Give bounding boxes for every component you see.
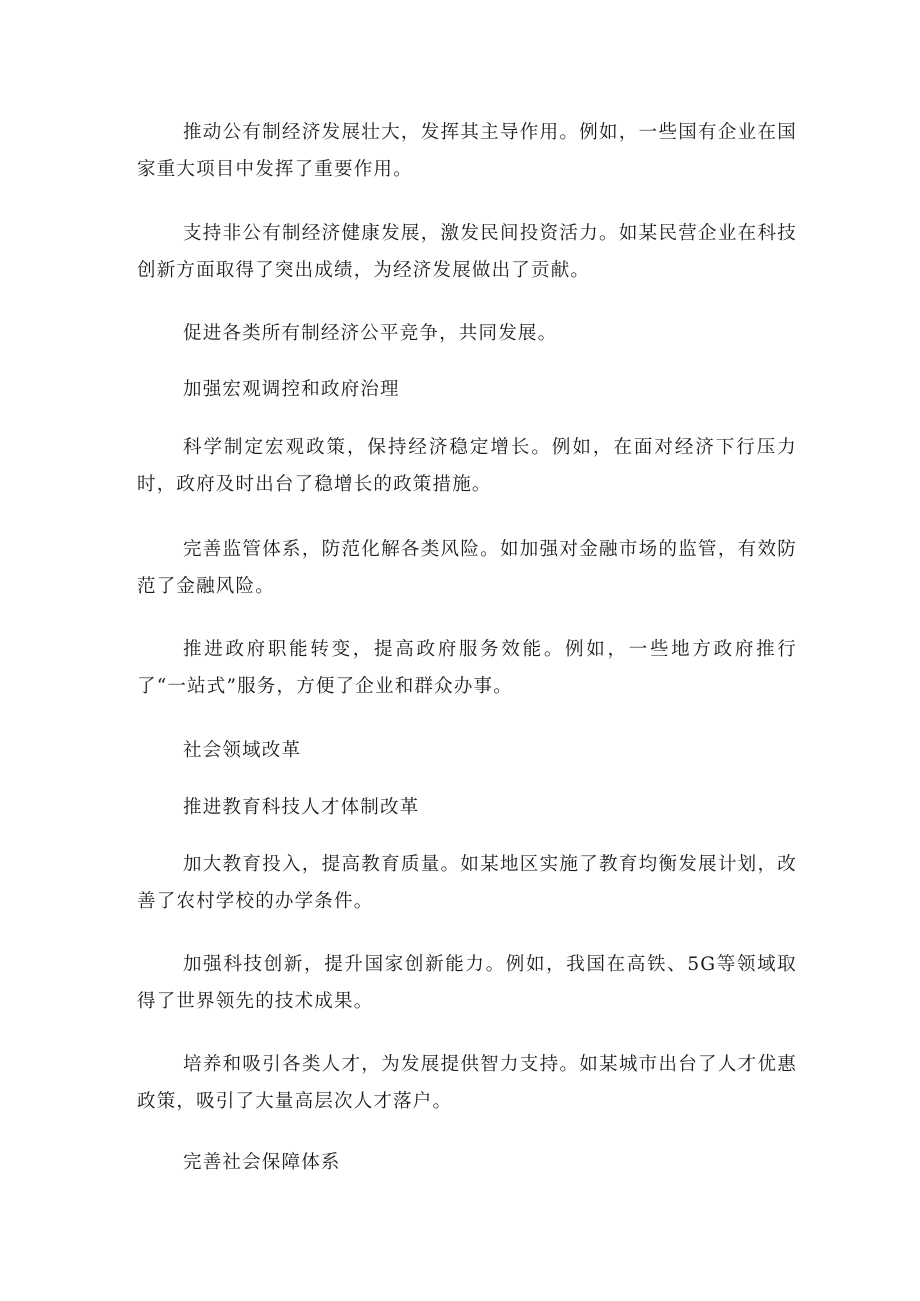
heading-macro-control: 加强宏观调控和政府治理: [183, 379, 400, 400]
paragraph-macro-policy: 科学制定宏观政策，保持经济稳定增长。例如，在面对经济下行压力时，政府及时出台了稳增长的政策措施。: [137, 437, 797, 495]
paragraph-supervision: 完善监管体系，防范化解各类风险。如加强对金融市场的监管，有效防范了金融风险。: [137, 539, 797, 597]
paragraph-tech-innovation: 加强科技创新，提升国家创新能力。例如，我国在高铁、5G等领域取得了世界领先的技术成果。: [137, 954, 797, 1012]
heading-education-tech-talent: 推进教育科技人才体制改革: [183, 797, 420, 818]
paragraph-talent: 培养和吸引各类人才，为发展提供智力支持。如某城市出台了人才优惠政策，吸引了大量高层次人才落户。: [137, 1054, 797, 1112]
paragraph-government-function: 推进政府职能转变，提高政府服务效能。例如，一些地方政府推行了“一站式”服务，方便了企业和群众办事。: [137, 639, 797, 697]
paragraph-education-investment: 加大教育投入，提高教育质量。如某地区实施了教育均衡发展计划，改善了农村学校的办学条件。: [137, 854, 797, 912]
paragraph-public-ownership: 推动公有制经济发展壮大，发挥其主导作用。例如，一些国有企业在国家重大项目中发挥了重要作用。: [137, 122, 797, 180]
heading-social-reform: 社会领域改革: [183, 740, 302, 761]
heading-social-security: 完善社会保障体系: [183, 1152, 341, 1173]
paragraph-non-public-economy: 支持非公有制经济健康发展，激发民间投资活力。如某民营企业在科技创新方面取得了突出成绩，为经济发展做出了贡献。: [137, 223, 797, 281]
paragraph-fair-competition: 促进各类所有制经济公平竞争，共同发展。: [183, 323, 558, 344]
